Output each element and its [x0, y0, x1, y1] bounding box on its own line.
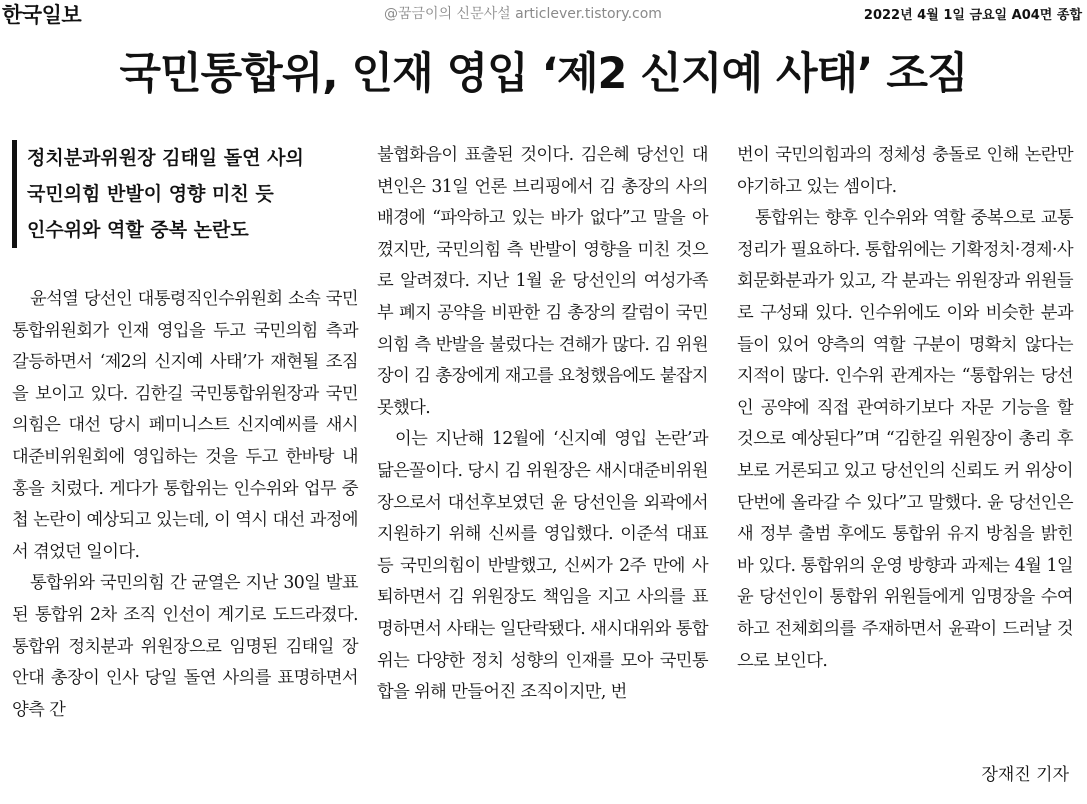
dateline: 2022년 4월 1일 금요일 A04면 종합	[863, 8, 1082, 23]
newspaper-logo: 한국일보	[2, 3, 82, 27]
article-subheadline	[12, 140, 357, 248]
byline: 장재진 기자	[981, 765, 1069, 785]
masthead	[0, 0, 1087, 27]
article-headline: 국민통합위, 인재 영입 ‘제2 신지예 사태’ 조짐	[119, 49, 968, 99]
body-paragraph: 통합위는 향후 인수위와 역할 중복으로 교통정리가 필요하다. 통합위에는 기확정치·경제·사회문화분과가 있고, 각 분과는 위원장과 위원들로 구성돼 있다. 인수위에도 이와 비슷한 분과들이 있어 양측의 역할 구분이 명확치 않다는 지적이 많다. 인수위 관계자는 “통합위는 당선인 공약에 직접 관여하기보다 자문 기능을 할 것으로 예상된다”며 “김한길 위원장이 총리 후보로 거론되고 있고 당선인의 신뢰도 커 위상이 단번에 올라갈 수 있다”고 말했다. 윤 당선인은 새 정부 출범 후에도 통합위 유지 방침을 밝힌 바 있다. 통합위의 운영 방향과 과제는 4월 1일 윤 당선인이 통합위 위원들에게 임명장을 수여하고 전체회의를 주재하면서 윤곽이 드러날 것으로 보인다.	[737, 208, 1073, 671]
body-paragraph: 이는 지난해 12월에 ‘신지예 영입 논란’과 닮은꼴이다. 당시 김 위원장은 새시대준비위원장으로서 대선후보였던 윤 당선인을 외곽에서 지원하기 위해 신씨를 영입했다. 이준석 대표 등 국민의힘이 반발했고, 신씨가 2주 만에 사퇴하면서 김 위원장도 책임을 지고 사의를 표명하면서 사태는 일단락됐다. 새시대위와 통합위는 다양한 정치 성향의 인재를 모아 국민통합을 위해 만들어진 조직이지만, 번	[377, 429, 708, 703]
subheadline-line: 인수위와 역할 중복 논란도	[27, 219, 249, 241]
subheadline-line: 정치분과위원장 김태일 돌연 사의	[27, 147, 304, 169]
blog-watermark: @꿈금이의 신문사설 articlever.tistory.com	[384, 6, 662, 22]
body-paragraph: 불협화음이 표출된 것이다. 김은혜 당선인 대변인은 31일 언론 브리핑에서 김 총장의 사의 배경에 “파악하고 있는 바가 없다”고 말을 아꼈지만, 국민의힘 측 반발이 영향을 미친 것으로 알려졌다. 지난 1월 윤 당선인의 여성가족부 폐지 공약을 비판한 김 총장의 칼럼이 국민의힘 측 반발을 불렀다는 견해가 많다. 김 위원장이 김 총장에게 재고를 요청했음에도 붙잡지 못했다.	[377, 145, 708, 418]
body-paragraph: 윤석열 당선인 대통령직인수위원회 소속 국민통합위원회가 인재 영입을 두고 국민의힘 측과 갈등하면서 ‘제2의 신지예 사태’가 재현될 조짐을 보이고 있다. 김한길 국민통합위원장과 국민의힘은 대선 당시 페미니스트 신지예씨를 새시대준비위원회에 영입하는 것을 두고 한바탕 내홍을 치렀다. 게다가 통합위는 인수위와 업무 중첩 논란이 예상되고 있는데, 이 역시 대선 과정에서 겪었던 일이다.	[12, 289, 358, 562]
body-paragraph: 통합위와 국민의힘 간 균열은 지난 30일 발표된 통합위 2차 조직 인선이 계기로 도드라졌다. 통합위 정치분과 위원장으로 임명된 김태일 장안대 총장이 인사 당일 돌연 사의를 표명하면서 양측 간	[12, 573, 358, 720]
article-column-2	[377, 140, 708, 709]
article-column-1	[12, 140, 358, 726]
subheadline-line: 국민의힘 반발이 영향 미친 듯	[27, 183, 274, 205]
body-paragraph: 번이 국민의힘과의 정체성 충돌로 인해 논란만 야기하고 있는 셈이다.	[737, 145, 1073, 197]
article-column-3	[737, 140, 1073, 677]
